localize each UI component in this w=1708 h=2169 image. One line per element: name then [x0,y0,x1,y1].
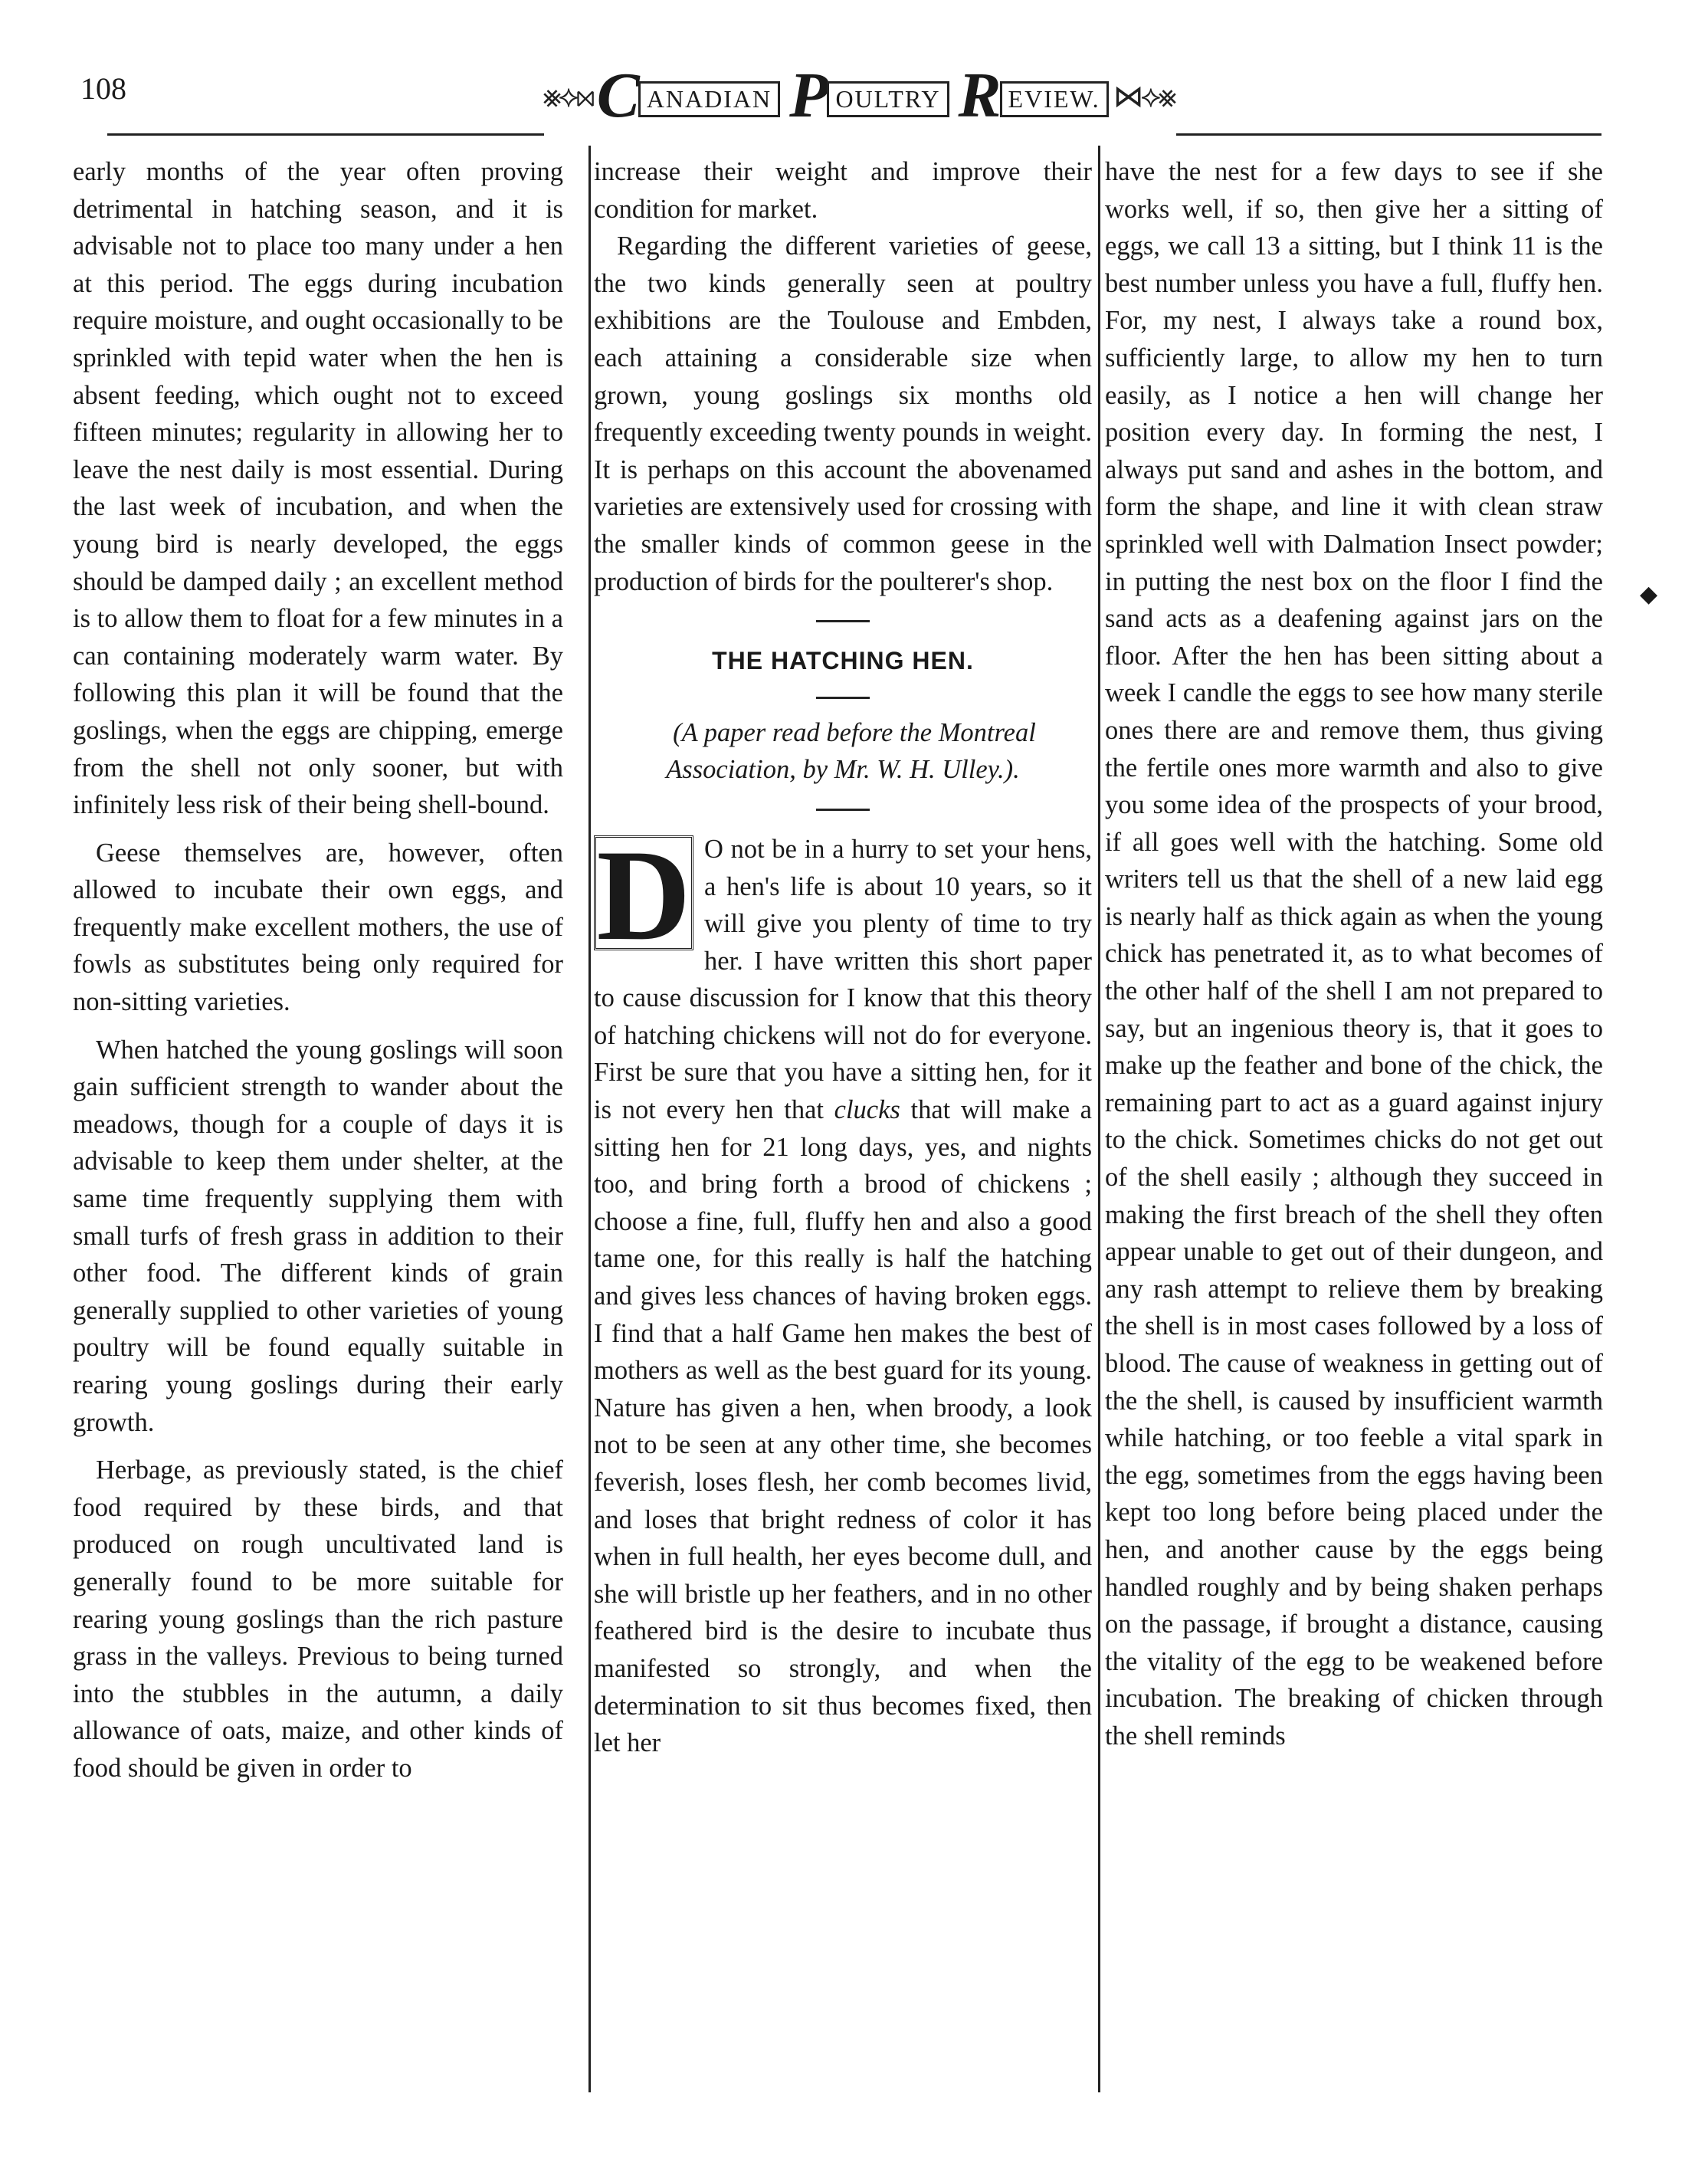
ornament-left-icon: ⨳⟡⋈ [543,78,592,113]
masthead-word-2 [789,60,949,131]
masthead [543,60,1174,131]
paragraph: Regarding the different varieties of geese, the two kinds generally seen at poultry exhibitions are the Toulouse and Embden, each attaining a considerable size when grown, young goslings six months old frequently exceeding twenty pounds in weight. It is perhaps on this account the abovenamed varieties are extensively used for crossing with the smaller kinds of common geese in the production of birds for the poulterer's shop. [594,231,1092,596]
column-2 [594,153,1092,1762]
masthead-small: EVIEW. [1000,81,1109,117]
page-number: 108 [80,71,126,106]
column-divider [588,146,591,2092]
article-lead [594,822,1092,1762]
lead-tail: that will make a sitting hen for 21 long days, yes, and nights too, and bring forth a brood of chickens ; choose a fine, full, fluffy hen and also a good tame one, for this really is half the hatching and gives less chances of having broken eggs. I find that a half Game hen makes the best of mothers as well as the best guard for its young. Nature has given a hen, when broody, a look not to be seen at any other time, she becomes feverish, loses flesh, her comb becomes livid, and loses that bright redness of color it has when in full health, her eyes become dull, and she will bristle up her feathers, and in no other feathered bird is the desire to incubate thus manifested so strongly, and when the determination to sit thus becomes fixed, then let her [594,1095,1092,1758]
paragraph: Geese themselves are, however, often allowed to incubate their own eggs, and frequently make excellent mothers, the use of fowls as substitutes being only required for non-sitting varieties. [73,838,563,1017]
masthead-cap: C [596,60,640,131]
byline: (A paper read before the Montreal Association, by Mr. W. H. Ulley.). [666,717,1036,785]
article-title: THE HATCHING HEN. [712,647,974,675]
drop-cap: D [594,835,693,950]
emphasis-text: clucks [834,1095,900,1125]
lead-text: O not be in a hurry to set your hens, a hen's life is about 10 years, so it will give you plenty of time to try her. I have written this short paper to cause discussion for I know that this theory of hatching chickens will not do for everyone. First be sure that you have a sitting hen, for it is not every hen that [594,834,1092,1125]
column-1 [73,153,563,1787]
section-rule [816,809,870,811]
column-divider [1098,146,1100,2092]
masthead-small: ANADIAN [638,81,780,117]
paragraph: When hatched the young goslings will soon gain sufficient strength to wander about the meadows, though for a couple of days it is advisable to keep them under shelter, at the same time frequently supplying them with small turfs of fresh grass in addition to their other food. The different kinds of grain generally supplied to other varieties of young poultry will be found equally suitable in rearing young goslings during their early growth. [73,1035,563,1437]
header-rule-right [1176,133,1601,136]
paragraph: early months of the year often proving detrimental in hatching season, and it is advisable not to place too many under a hen at this period. The eggs during incubation require moisture, and ought occasionally to be sprinkled with tepid water when the hen is absent feeding, which ought not to exceed fifteen minutes; regularity in allowing her to leave the nest daily is most essential. During the last week of incubation, and when the young bird is nearly developed, the eggs should be damped daily ; an excellent method is to allow them to float for a few minutes in a can containing moderately warm water. By following this plan it will be found that the goslings, when the eggs are chipping, emerge from the shell not only sooner, but with infinitely less risk of their being shell-bound. [73,157,563,820]
paragraph: have the nest for a few days to see if she works well, if so, then give her a sitting of eggs, we call 13 a sitting, but I think 11 is the best number unless you have a full, fluffy hen. For, my nest, I always take a round box, sufficiently large, to allow my hen to turn easily, as I notice a hen will change her position every day. In forming the nest, I always put sand and ashes in the bottom, and form the shape, and line it with clean straw sprinkled well with Dalmation Insect powder; in putting the nest box on the floor I find the sand acts as a deafening against jars on the floor. After the hen has been sitting about a week I candle the eggs to see how many sterile ones there are and remove them, thus giving the fertile ones more warmth and also to give you some idea of the prospects of your brood, if all goes well with the hatching. Some old writers tell us that the shell of a new laid egg is nearly half as thick again as when the young chick has penetrated it, as to what becomes of the other half of the shell I am not prepared to say, but an ingenious theory is, that it goes to make up the feather and bone of the chick, the remaining part to act as a guard against injury to the chick. Sometimes chicks do not get out of the shell easily ; although they succeed in making the first breach of the shell they often appear unable to get out of their dungeon, and any rash attempt to relieve them by breaking the shell is in most cases followed by a loss of blood. The cause of weakness in getting out of the the shell, is caused by insufficient warmth while hatching, or too feeble a vital spark in the egg, sometimes from the eggs having been kept too long before being placed under the hen, and another cause by the eggs being handled roughly and by being shaken perhaps on the passage, if brought a distance, causing the vitality of the egg to be weakened before incubation. The breaking of chicken through the shell reminds [1105,157,1603,1751]
masthead-word-1 [596,60,780,131]
column-3 [1105,153,1603,1755]
paragraph: increase their weight and improve their condition for market. [594,157,1092,224]
paragraph: Herbage, as previously stated, is the chief food required by these birds, and that produced on rough uncultivated land is generally found to be more suitable for rearing young goslings than the rich pasture grass in the valleys. Previous to being turned into the stubbles in the autumn, a daily allowance of oats, maize, and other kinds of food should be given in order to [73,1455,563,1783]
masthead-cap: P [789,60,829,131]
masthead-cap: R [958,60,1002,131]
ornament-right-icon: ⋈⟡⨳ [1113,78,1174,113]
margin-mark-icon: ◆ [1640,582,1658,607]
masthead-word-3 [958,60,1109,131]
masthead-small: OULTRY [827,81,949,117]
section-rule [816,697,870,699]
section-rule [816,620,870,622]
header-rule-left [107,133,544,136]
